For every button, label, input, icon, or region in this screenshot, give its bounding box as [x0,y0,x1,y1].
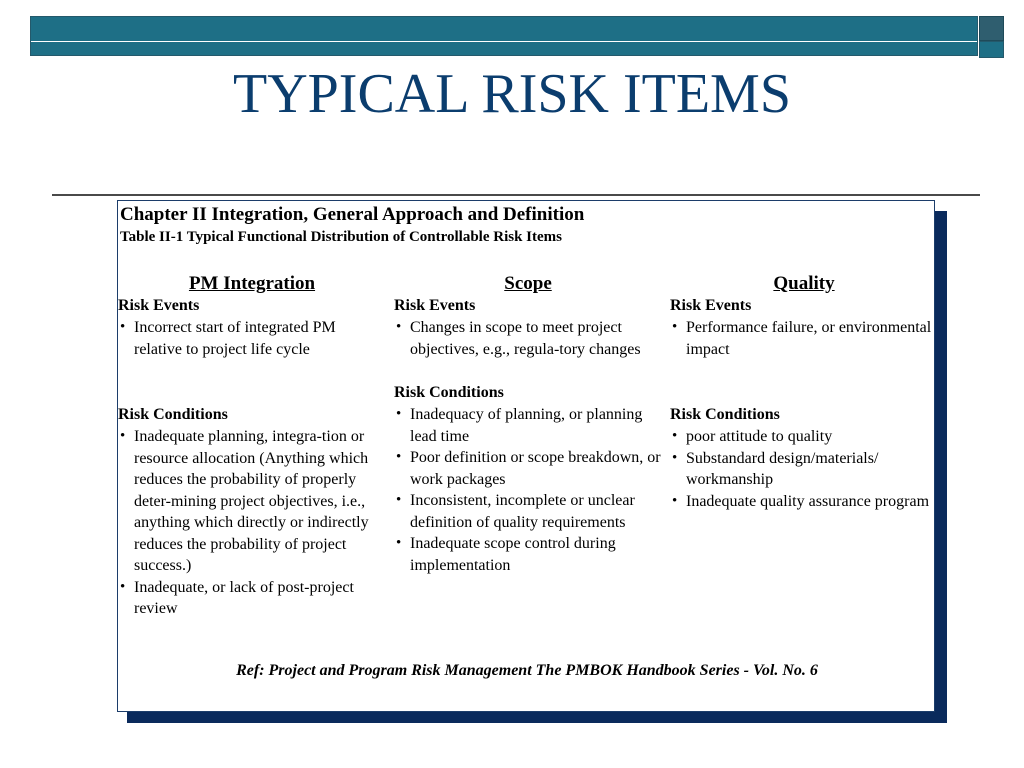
column-heading: Quality [773,273,835,294]
risk-events-list [670,317,938,360]
risk-table-panel [117,200,935,712]
risk-condition-item: • Inadequate scope control during implementation [394,533,662,576]
risk-condition-item: • Inadequate planning, integra-tion or resource allocation (Anything which reduces the probability of properly deter-mining project objectives, i.e., anything which directly or indirectly reduces the probability of project success.) [118,426,386,577]
risk-event-item: • Performance failure, or environmental impact [670,317,938,360]
risk-event-item: • Incorrect start of integrated PM relative to project life cycle [118,317,386,360]
risk-conditions-list [118,426,386,620]
column-heading: PM Integration [188,273,316,294]
risk-conditions-list [670,426,938,512]
risk-condition-item: • Substandard design/materials/ workmanship [670,448,938,491]
risk-events-label: Risk Events [118,297,200,314]
risk-event-item: • Changes in scope to meet project objectives, e.g., regula-tory changes [394,317,662,360]
divider-rule [52,194,980,196]
header-square-top [979,16,1004,41]
risk-events-list [118,317,386,360]
slide-title: TYPICAL RISK ITEMS [233,63,791,125]
column-heading: Scope [504,273,552,294]
risk-events-list [394,317,662,360]
column-scope [394,273,662,576]
risk-condition-item: • Inconsistent, incomplete or unclear definition of quality requirements [394,490,662,533]
reference-note: Ref: Project and Program Risk Management The PMBOK Handbook Series - Vol. No. 6 [236,662,818,679]
risk-events-label: Risk Events [670,297,752,314]
header-bar-line [31,41,977,42]
table-caption: Table II-1 Typical Functional Distribution of Controllable Risk Items [120,229,563,245]
header-bar [30,16,978,56]
risk-condition-item: • Poor definition or scope breakdown, or work packages [394,447,662,490]
risk-conditions-label: Risk Conditions [394,384,504,401]
column-quality [670,273,938,512]
risk-condition-item: • Inadequate quality assurance program [670,491,938,513]
risk-conditions-list [394,404,662,576]
chapter-heading: Chapter II Integration, General Approach and Definition [120,204,585,225]
risk-condition-item: • Inadequacy of planning, or planning lead time [394,404,662,447]
risk-condition-item: • poor attitude to quality [670,426,938,448]
risk-conditions-label: Risk Conditions [118,406,228,423]
risk-condition-item: • Inadequate, or lack of post-project review [118,577,386,620]
column-pm-integration [118,273,386,620]
risk-events-label: Risk Events [394,297,476,314]
header-square-bottom [979,41,1004,58]
risk-conditions-label: Risk Conditions [670,406,780,423]
